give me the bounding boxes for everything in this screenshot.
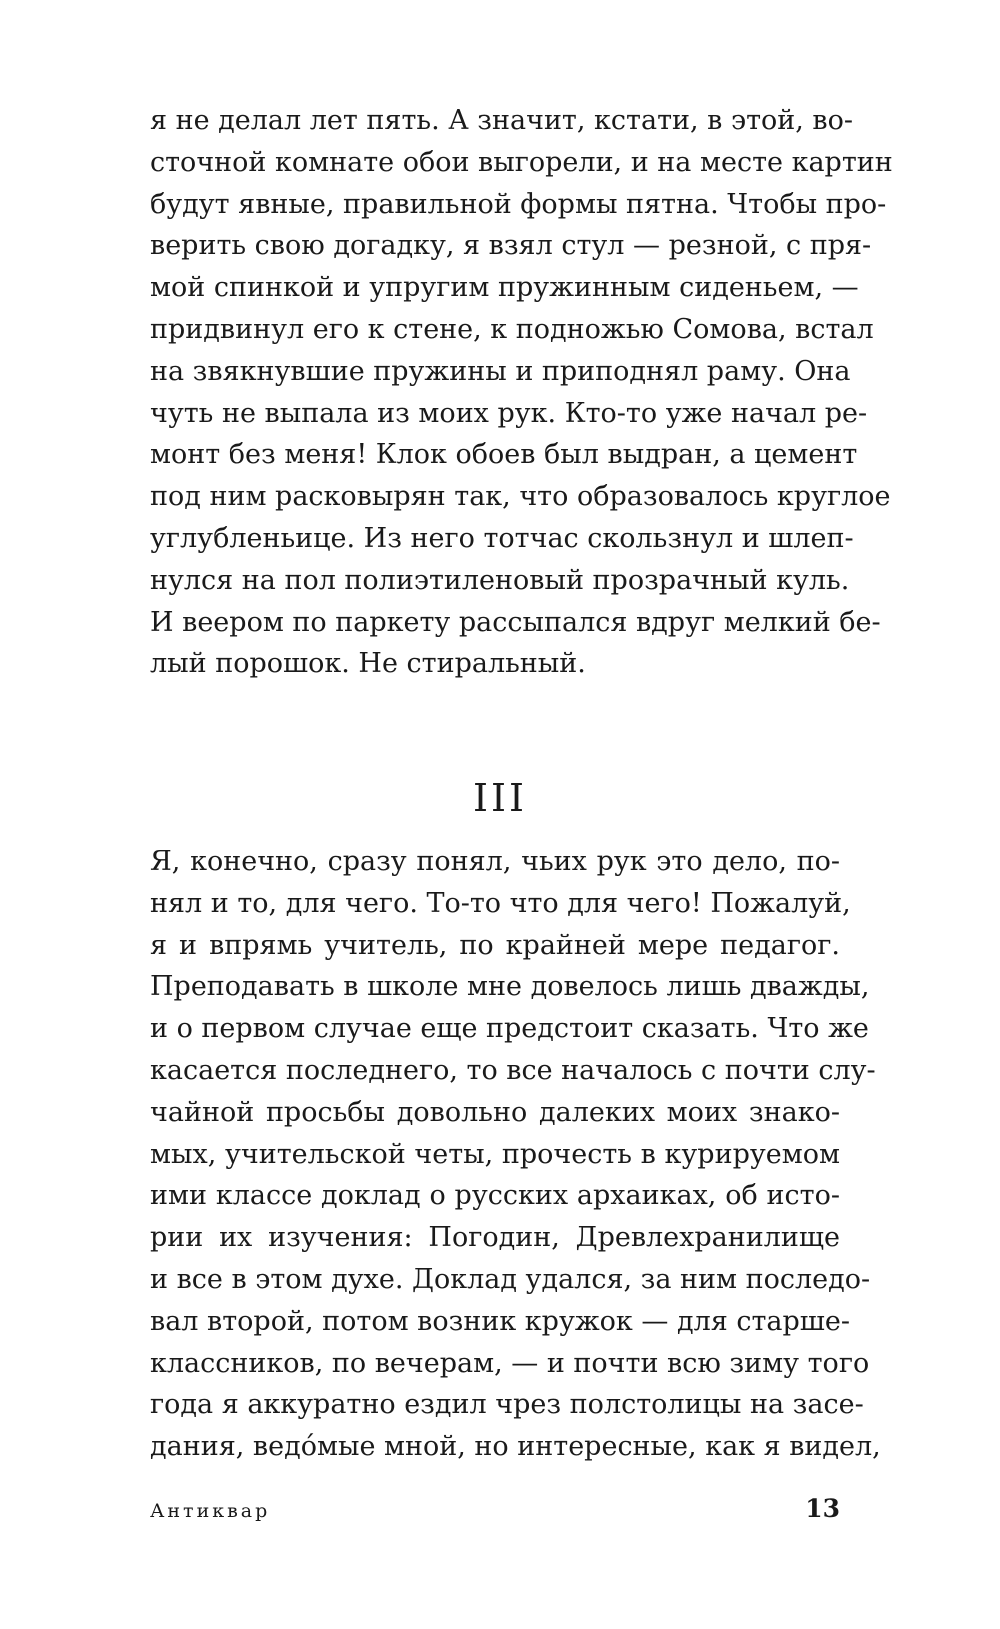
text-line: Я, конечно, сразу понял, чьих рук это дело, по- xyxy=(150,846,840,877)
text-line: чайной просьбы довольно далеких моих знако- xyxy=(150,1096,840,1128)
text-line: И веером по паркету рассыпался вдруг мелкий бе- xyxy=(150,606,881,638)
text-line: касается последнего, то все началось с почти слу- xyxy=(150,1054,876,1086)
text-line: и все в этом духе. Доклад удался, за ним последо- xyxy=(150,1263,871,1295)
page-number: 13 xyxy=(805,1494,840,1523)
text-line: мой спинкой и упругим пружинным сиденьем, — xyxy=(150,272,859,304)
text-line: мых, учительской четы, прочесть в курируемом xyxy=(150,1138,840,1170)
text-line: рии их изучения: Погодин, Древлехранилище xyxy=(150,1222,840,1254)
text-line: и о первом случае еще предстоит сказать. Что же xyxy=(150,1013,869,1045)
paragraph-continuation xyxy=(150,100,893,685)
chapter-paragraph xyxy=(150,841,881,1468)
text-line: года я аккуратно ездил чрез полстолицы на засе- xyxy=(150,1389,864,1421)
text-line: дания, ведóмые мной, но интересные, как я видел, xyxy=(150,1431,881,1463)
text-line: классников, по вечерам, — и почти всю зиму того xyxy=(150,1347,870,1379)
text-line: придвинул его к стене, к подножью Сомова, встал xyxy=(150,313,874,345)
text-line: нял и то, для чего. То-то что для чего! Пожалуй, xyxy=(150,887,851,919)
text-line: на звякнувшие пружины и приподнял раму. Она xyxy=(150,355,851,387)
text-line: монт без меня! Клок обоев был выдран, а цемент xyxy=(150,439,858,471)
text-line: сточной комнате обои выгорели, и на месте картин xyxy=(150,146,893,178)
text-line: верить свою догадку, я взял стул — резной, с пря- xyxy=(150,230,872,262)
text-line: углубленьице. Из него тотчас скользнул и шлеп- xyxy=(150,522,854,554)
running-footer-title: Антиквар xyxy=(150,1500,271,1522)
text-line: лый порошок. Не стиральный. xyxy=(150,648,586,680)
text-line: под ним расковырян так, что образовалось круглое xyxy=(150,481,891,513)
text-line: вал второй, потом возник кружок — для старше- xyxy=(150,1305,850,1337)
text-line: я не делал лет пять. А значит, кстати, в этой, во- xyxy=(150,105,854,136)
text-line: ими классе доклад о русских архаиках, об исто- xyxy=(150,1180,840,1212)
text-line: Преподавать в школе мне довелось лишь дважды, xyxy=(150,971,870,1003)
text-line: я и впрямь учитель, по крайней мере педагог. xyxy=(150,929,840,961)
text-line: чуть не выпала из моих рук. Кто-то уже начал ре- xyxy=(150,397,868,429)
text-line: будут явные, правильной формы пятна. Чтобы про- xyxy=(150,188,887,220)
chapter-heading: III xyxy=(472,776,528,820)
text-line: нулся на пол полиэтиленовый прозрачный куль. xyxy=(150,564,850,596)
